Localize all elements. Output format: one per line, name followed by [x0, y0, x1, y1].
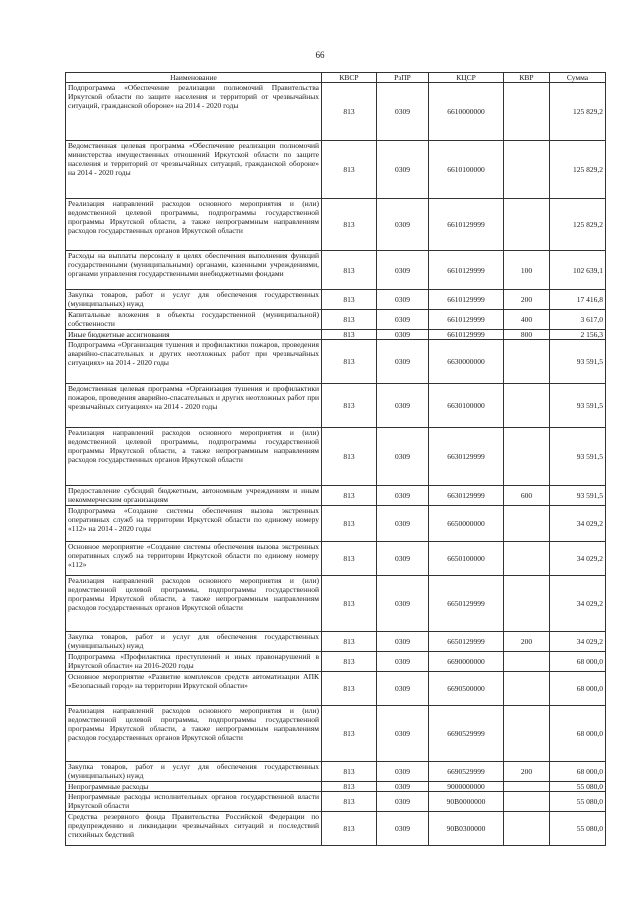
row-kvsr-cell: 813	[322, 290, 377, 310]
table-row	[66, 652, 606, 672]
row-kvsr-cell: 813	[322, 632, 377, 652]
row-sum-cell: 125 829,2	[550, 141, 606, 199]
row-rzpr-cell: 0309	[377, 706, 429, 762]
row-name-cell: Закупка товаров, работ и услуг для обеспечения государственных (муниципальных) нужд	[66, 290, 322, 310]
row-kvsr-cell: 813	[322, 330, 377, 340]
row-ksr-cell: 6610100000	[429, 141, 504, 199]
row-ksr-cell: 6610000000	[429, 83, 504, 141]
row-ksr-cell: 90В0300000	[429, 812, 504, 846]
table-row	[66, 812, 606, 846]
row-name-cell: Основное мероприятие «Развитие комплексов средств автоматизации АПК «Безопасный город» на территории Иркутской области»	[66, 672, 322, 706]
row-rzpr-cell: 0309	[377, 290, 429, 310]
row-sum-cell: 34 029,2	[550, 506, 606, 542]
row-kvsr-cell: 813	[322, 340, 377, 384]
row-rzpr-cell: 0309	[377, 672, 429, 706]
table-row	[66, 290, 606, 310]
row-kvsr-cell: 813	[322, 251, 377, 290]
row-ksr-cell: 90В0000000	[429, 792, 504, 812]
row-sum-cell: 55 080,0	[550, 782, 606, 792]
row-name-cell: Закупка товаров, работ и услуг для обеспечения государственных (муниципальных) нужд	[66, 762, 322, 782]
table-row	[66, 486, 606, 506]
table-row	[66, 330, 606, 340]
row-name-cell: Реализация направлений расходов основного мероприятия и (или) ведомственной целевой программы, подпрограммы государственной программы Иркутской области, а также непрограммным направлениям расходов государственных органов Иркутской области	[66, 199, 322, 251]
row-kvr-cell	[504, 141, 550, 199]
table-row	[66, 792, 606, 812]
row-name-cell: Средства резервного фонда Правительства Российской Федерации по предупреждению и ликвидации чрезвычайных ситуаций и последствий стихийных бедствий	[66, 812, 322, 846]
row-ksr-cell: 6690529999	[429, 762, 504, 782]
row-kvr-cell	[504, 812, 550, 846]
row-kvr-cell: 100	[504, 251, 550, 290]
row-name-cell: Расходы на выплаты персоналу в целях обеспечения выполнения функций государственными (муниципальными) органами, казенными учреждениями, органами управления государственными внебюджетными фондами	[66, 251, 322, 290]
row-ksr-cell: 6690000000	[429, 652, 504, 672]
page-number: 66	[315, 50, 325, 60]
table-row	[66, 576, 606, 632]
row-name-cell: Закупка товаров, работ и услуг для обеспечения государственных (муниципальных) нужд	[66, 632, 322, 652]
row-kvsr-cell: 813	[322, 83, 377, 141]
table-row	[66, 340, 606, 384]
row-rzpr-cell: 0309	[377, 384, 429, 428]
row-sum-cell: 55 080,0	[550, 812, 606, 846]
row-name-cell: Непрограммные расходы	[66, 782, 322, 792]
row-rzpr-cell: 0309	[377, 506, 429, 542]
row-name-cell: Непрограммные расходы исполнительных органов государственной власти Иркутской области	[66, 792, 322, 812]
row-rzpr-cell: 0309	[377, 652, 429, 672]
table-row	[66, 542, 606, 576]
row-kvr-cell	[504, 384, 550, 428]
row-kvr-cell: 600	[504, 486, 550, 506]
row-rzpr-cell: 0309	[377, 310, 429, 330]
row-kvr-cell: 200	[504, 290, 550, 310]
row-kvsr-cell: 813	[322, 782, 377, 792]
row-kvr-cell: 400	[504, 310, 550, 330]
row-ksr-cell: 6650129999	[429, 576, 504, 632]
row-kvsr-cell: 813	[322, 428, 377, 486]
row-sum-cell: 93 591,5	[550, 486, 606, 506]
column-header-name: Наименование	[66, 73, 322, 83]
row-rzpr-cell: 0309	[377, 576, 429, 632]
row-ksr-cell: 6650100000	[429, 542, 504, 576]
row-rzpr-cell: 0309	[377, 782, 429, 792]
row-name-cell: Реализация направлений расходов основного мероприятия и (или) ведомственной целевой программы, подпрограммы государственной программы Иркутской области, а также непрограммным направлениям расходов государственных органов Иркутской области	[66, 428, 322, 486]
row-sum-cell: 3 617,0	[550, 310, 606, 330]
row-kvr-cell	[504, 792, 550, 812]
row-kvsr-cell: 813	[322, 652, 377, 672]
row-ksr-cell: 6610129999	[429, 330, 504, 340]
row-kvr-cell: 200	[504, 762, 550, 782]
row-ksr-cell: 9000000000	[429, 782, 504, 792]
row-ksr-cell: 6630000000	[429, 340, 504, 384]
row-rzpr-cell: 0309	[377, 330, 429, 340]
row-sum-cell: 17 416,8	[550, 290, 606, 310]
row-rzpr-cell: 0309	[377, 428, 429, 486]
row-name-cell: Основное мероприятие «Создание системы обеспечения вызова экстренных оперативных служб на территории Иркутской области по единому номеру «112»	[66, 542, 322, 576]
row-name-cell: Подпрограмма «Создание системы обеспечения вызова экстренных оперативных служб на территории Иркутской области по единому номеру «112» на 2014 - 2020 годы	[66, 506, 322, 542]
row-kvsr-cell: 813	[322, 384, 377, 428]
row-kvr-cell	[504, 542, 550, 576]
row-kvsr-cell: 813	[322, 141, 377, 199]
row-kvr-cell	[504, 428, 550, 486]
row-ksr-cell: 6630129999	[429, 428, 504, 486]
row-kvsr-cell: 813	[322, 310, 377, 330]
row-sum-cell: 2 156,3	[550, 330, 606, 340]
row-sum-cell: 34 029,2	[550, 632, 606, 652]
table-row	[66, 251, 606, 290]
row-kvr-cell	[504, 706, 550, 762]
row-kvsr-cell: 813	[322, 576, 377, 632]
column-header-kvsr: КВСР	[322, 73, 377, 83]
table-row	[66, 706, 606, 762]
row-sum-cell: 93 591,5	[550, 340, 606, 384]
table-row	[66, 762, 606, 782]
table-row	[66, 384, 606, 428]
row-sum-cell: 93 591,5	[550, 428, 606, 486]
row-kvr-cell	[504, 340, 550, 384]
row-kvsr-cell: 813	[322, 506, 377, 542]
row-kvr-cell	[504, 199, 550, 251]
row-kvsr-cell: 813	[322, 486, 377, 506]
row-name-cell: Подпрограмма «Организация тушения и профилактики пожаров, проведения аварийно-спасательных и других неотложных работ при чрезвычайных ситуациях» на 2014 - 2020 годы	[66, 340, 322, 384]
column-header-sum: Сумма	[550, 73, 606, 83]
row-rzpr-cell: 0309	[377, 251, 429, 290]
table-row	[66, 428, 606, 486]
row-kvsr-cell: 813	[322, 812, 377, 846]
row-rzpr-cell: 0309	[377, 486, 429, 506]
row-sum-cell: 125 829,2	[550, 83, 606, 141]
row-rzpr-cell: 0309	[377, 340, 429, 384]
row-kvr-cell	[504, 672, 550, 706]
row-name-cell: Капитальные вложения в объекты государственной (муниципальной) собственности	[66, 310, 322, 330]
table-row	[66, 672, 606, 706]
column-header-kvr: КВР	[504, 73, 550, 83]
row-rzpr-cell: 0309	[377, 762, 429, 782]
row-sum-cell: 68 000,0	[550, 652, 606, 672]
row-sum-cell: 68 000,0	[550, 706, 606, 762]
row-sum-cell: 125 829,2	[550, 199, 606, 251]
row-kvsr-cell: 813	[322, 762, 377, 782]
row-kvr-cell	[504, 652, 550, 672]
row-name-cell: Иные бюджетные ассигнования	[66, 330, 322, 340]
row-rzpr-cell: 0309	[377, 199, 429, 251]
table-row	[66, 141, 606, 199]
column-header-rzpr: РзПР	[377, 73, 429, 83]
row-rzpr-cell: 0309	[377, 542, 429, 576]
row-ksr-cell: 6610129999	[429, 199, 504, 251]
row-ksr-cell: 6650000000	[429, 506, 504, 542]
table-row	[66, 199, 606, 251]
row-name-cell: Подпрограмма «Обеспечение реализации полномочий Правительства Иркутской области по защите населения и территорий от чрезвычайных ситуаций, гражданской обороне» на 2014 - 2020 годы	[66, 83, 322, 141]
row-kvr-cell	[504, 576, 550, 632]
table-row	[66, 83, 606, 141]
table-row	[66, 310, 606, 330]
row-ksr-cell: 6610129999	[429, 251, 504, 290]
table-row	[66, 782, 606, 792]
row-kvsr-cell: 813	[322, 792, 377, 812]
row-name-cell: Реализация направлений расходов основного мероприятия и (или) ведомственной целевой программы, подпрограммы государственной программы Иркутской области, а также непрограммным направлениям расходов государственных органов Иркутской области	[66, 706, 322, 762]
table-row	[66, 632, 606, 652]
row-name-cell: Ведомственная целевая программа «Обеспечение реализации полномочий министерства имущественных отношений Иркутской области по защите населения и территорий от чрезвычайных ситуаций, гражданской обороне» на 2014 - 2020 годы	[66, 141, 322, 199]
row-ksr-cell: 6610129999	[429, 310, 504, 330]
table-row	[66, 506, 606, 542]
row-sum-cell: 55 080,0	[550, 792, 606, 812]
row-kvr-cell	[504, 83, 550, 141]
table-header-row	[66, 73, 606, 83]
row-rzpr-cell: 0309	[377, 792, 429, 812]
row-ksr-cell: 6650129999	[429, 632, 504, 652]
row-name-cell: Предоставление субсидий бюджетным, автономным учреждениям и иным некоммерческим организациям	[66, 486, 322, 506]
row-rzpr-cell: 0309	[377, 141, 429, 199]
row-name-cell: Ведомственная целевая программа «Организация тушения и профилактики пожаров, проведения аварийно-спасательных и других неотложных работ при чрезвычайных ситуациях» на 2014 - 2020 годы	[66, 384, 322, 428]
row-kvsr-cell: 813	[322, 199, 377, 251]
row-name-cell: Подпрограмма «Профилактика преступлений и иных правонарушений в Иркутской области» на 2016-2020 годы	[66, 652, 322, 672]
row-ksr-cell: 6690500000	[429, 672, 504, 706]
budget-table	[65, 72, 606, 846]
row-rzpr-cell: 0309	[377, 83, 429, 141]
row-kvr-cell: 200	[504, 632, 550, 652]
row-rzpr-cell: 0309	[377, 632, 429, 652]
column-header-ksr: КЦСР	[429, 73, 504, 83]
row-sum-cell: 34 029,2	[550, 576, 606, 632]
row-kvr-cell: 800	[504, 330, 550, 340]
row-kvsr-cell: 813	[322, 706, 377, 762]
row-kvr-cell	[504, 506, 550, 542]
row-rzpr-cell: 0309	[377, 812, 429, 846]
row-name-cell: Реализация направлений расходов основного мероприятия и (или) ведомственной целевой программы, подпрограммы государственной программы Иркутской области, а также непрограммным направлениям расходов государственных органов Иркутской области	[66, 576, 322, 632]
row-kvsr-cell: 813	[322, 542, 377, 576]
row-ksr-cell: 6630100000	[429, 384, 504, 428]
row-sum-cell: 68 000,0	[550, 762, 606, 782]
row-ksr-cell: 6610129999	[429, 290, 504, 310]
row-kvr-cell	[504, 782, 550, 792]
row-ksr-cell: 6630129999	[429, 486, 504, 506]
row-sum-cell: 68 000,0	[550, 672, 606, 706]
row-sum-cell: 34 029,2	[550, 542, 606, 576]
row-ksr-cell: 6690529999	[429, 706, 504, 762]
row-kvsr-cell: 813	[322, 672, 377, 706]
row-sum-cell: 93 591,5	[550, 384, 606, 428]
row-sum-cell: 102 639,1	[550, 251, 606, 290]
